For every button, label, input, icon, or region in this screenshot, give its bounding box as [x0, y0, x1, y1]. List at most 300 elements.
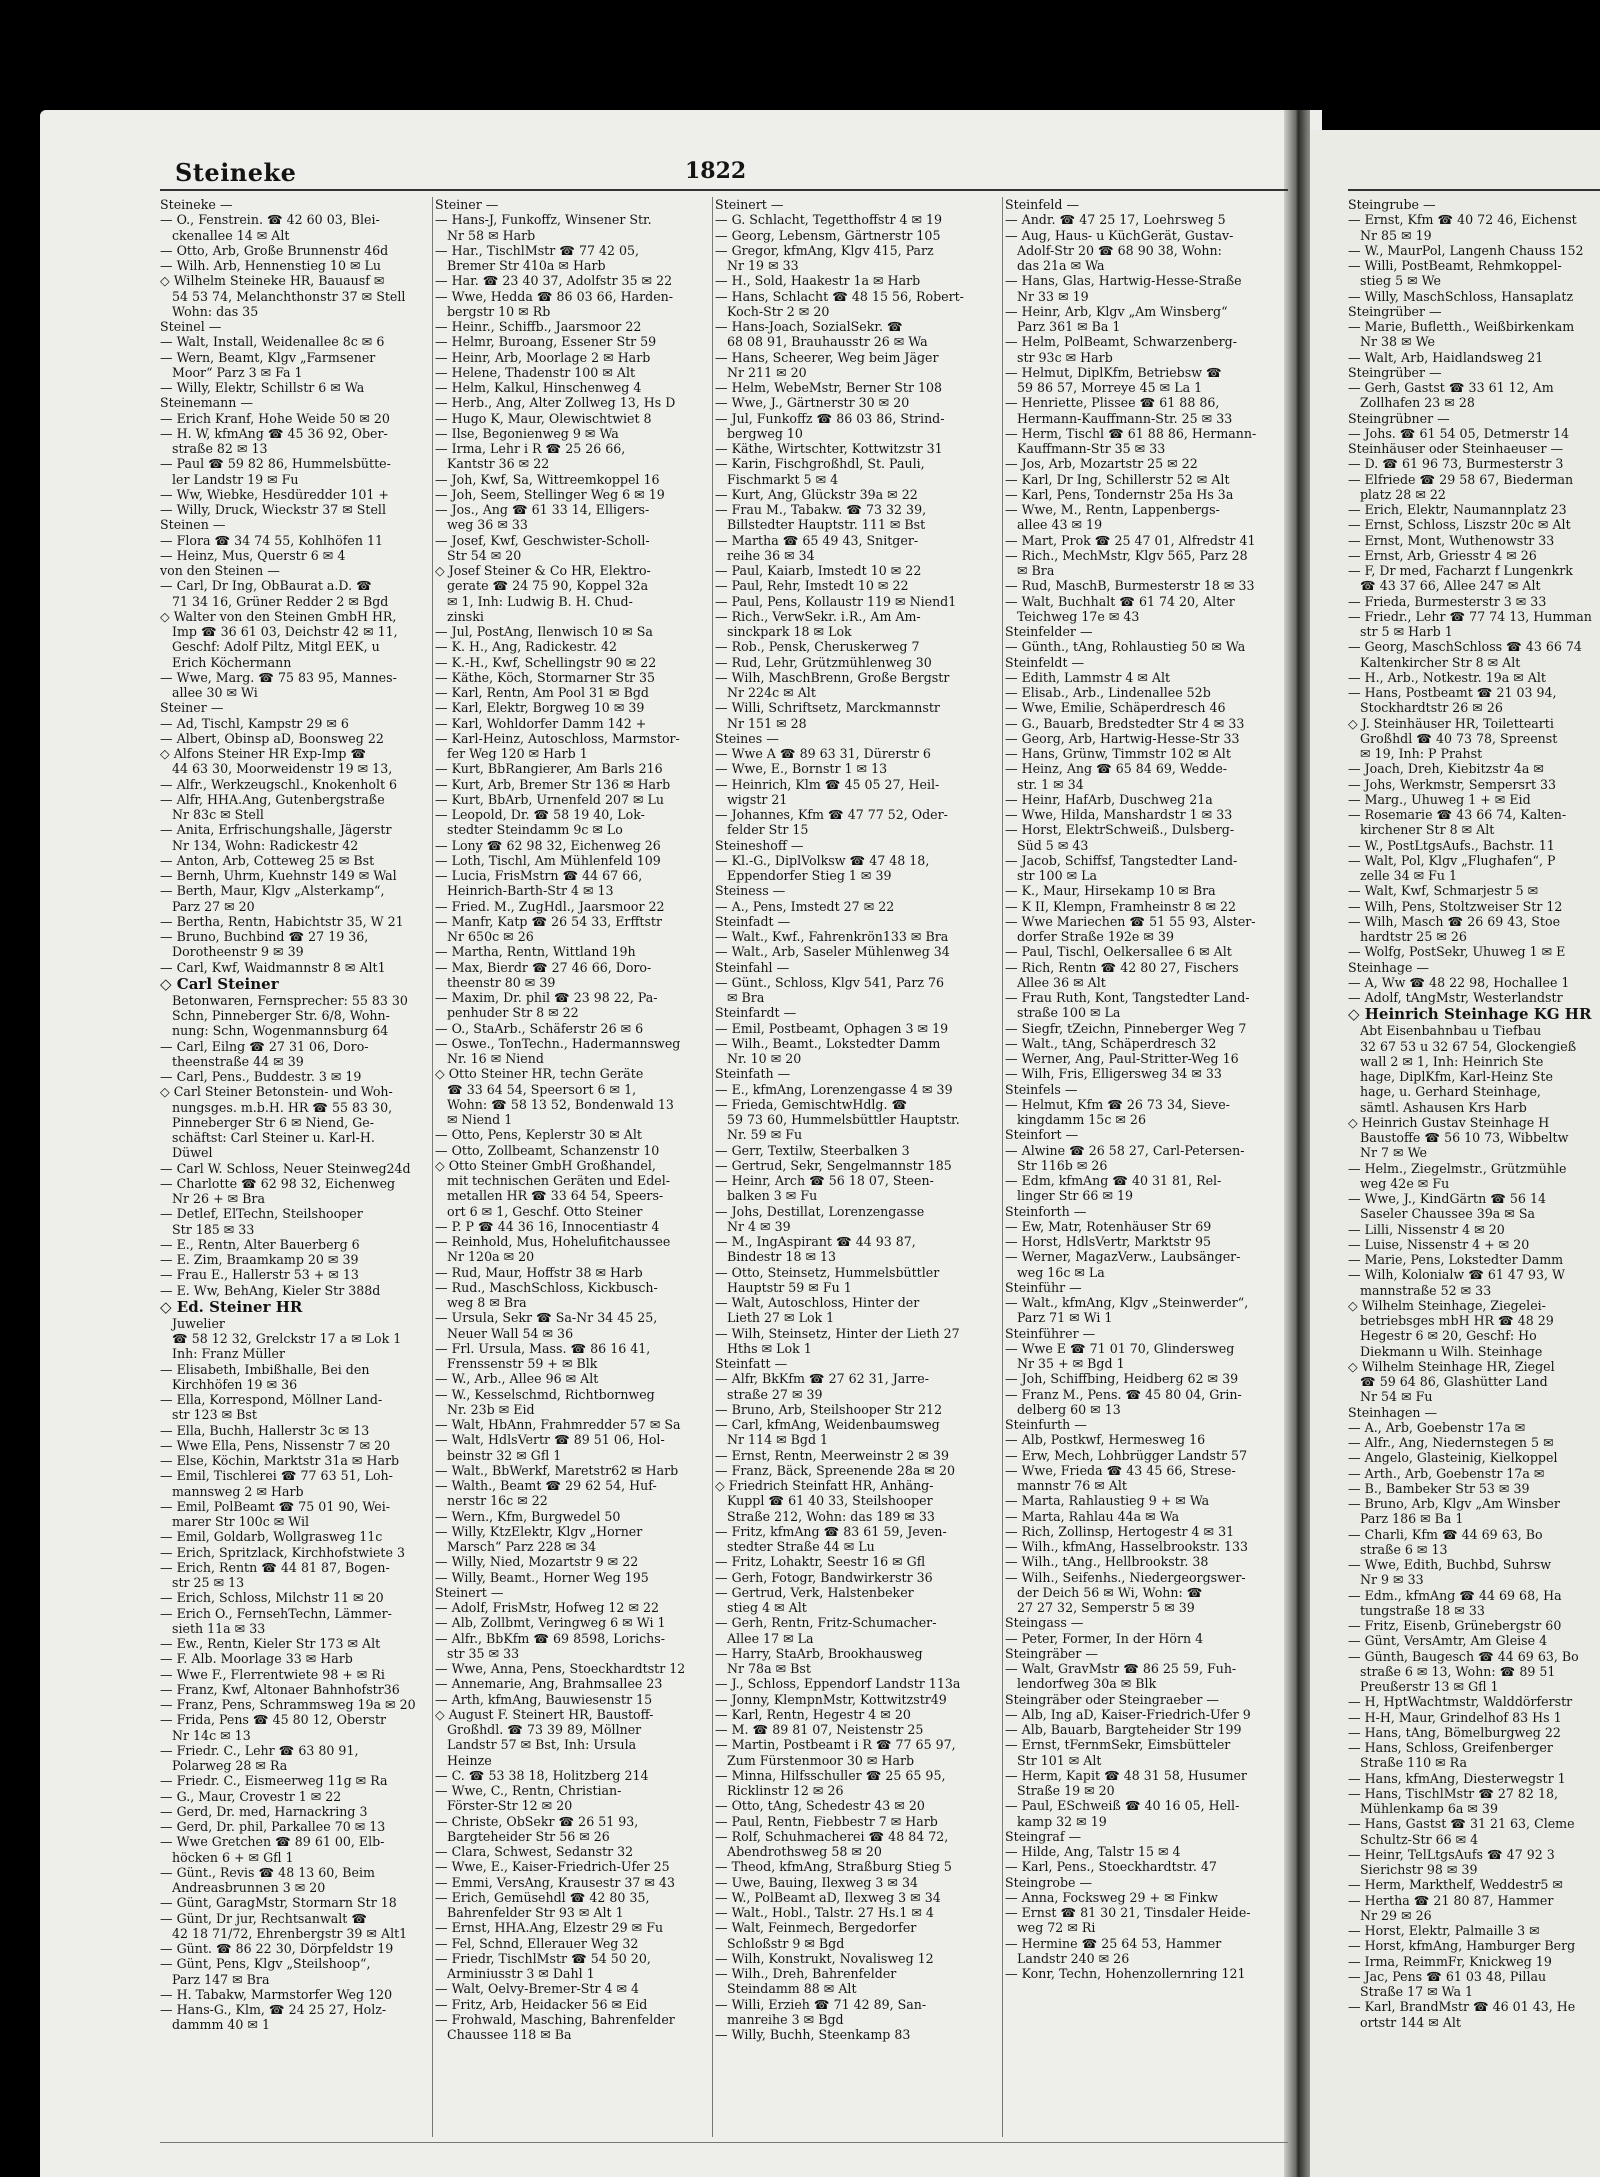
directory-entry-line: — Willi, PostBeamt, Rehmkoppel- [1348, 258, 1562, 273]
directory-entry-line: Zollhafen 23 ✉ 28 [1360, 395, 1475, 411]
directory-entry-line: theenstraße 44 ✉ 39 [172, 1053, 304, 1069]
directory-entry-line: Bahrenfelder Str 93 ✉ Alt 1 [447, 1905, 624, 1920]
directory-entry-line: — E., Rentn, Alter Bauerberg 6 [160, 1236, 360, 1252]
directory-entry-line: Straße 212, Wohn: das 189 ✉ 33 [727, 1508, 935, 1524]
directory-entry-line: str 5 ✉ Harb 1 [1360, 624, 1453, 639]
directory-entry-line: — Christe, ObSekr ☎ 26 51 93, [435, 1813, 639, 1829]
directory-entry-line: — Wilh, Kolonialw ☎ 61 47 93, W [1348, 1267, 1565, 1283]
directory-entry-line: — H-H, Maur, Grindelhof 83 Hs 1 [1348, 1709, 1562, 1725]
directory-entry-line: — Carl, Dr Ing, ObBaurat a.D. ☎ [160, 578, 372, 594]
directory-entry-line: — Wilh, MaschBrenn, Große Bergstr [715, 669, 950, 685]
directory-entry-line: — Kl.-G., DiplVolksw ☎ 47 48 18, [715, 852, 930, 868]
surname-heading: Steingrübner — [1348, 410, 1450, 426]
directory-entry-line: — Wilh, Steinsetz, Hinter der Lieth 27 [715, 1325, 960, 1341]
directory-entry-line: Kauffmann-Str 35 ✉ 33 [1017, 441, 1166, 456]
directory-entry-line: — Alfr, BkKfm ☎ 27 62 31, Jarre- [715, 1371, 930, 1387]
right-header-rule [1348, 189, 1600, 191]
directory-entry-line: Geschf: Adolf Piltz, Mitgl EEK, u [172, 639, 380, 655]
directory-entry-line: — Kurt, BbRangierer, Am Barls 216 [435, 761, 663, 777]
directory-entry-line: — Willy, MaschSchloss, Hansaplatz [1348, 288, 1574, 304]
directory-entry-line: — Karin, Fischgroßhdl, St. Pauli, [715, 456, 925, 472]
surname-heading: Steingrüber — [1348, 364, 1442, 380]
directory-entry-line: — Wilh., kfmAng, Hasselbrookstr. 133 [1005, 1539, 1248, 1554]
directory-entry-line: — Erw, Mech, Lohbrügger Landstr 57 [1005, 1447, 1248, 1463]
directory-entry-line: — Johs, Destillat, Lorenzengasse [715, 1203, 925, 1219]
directory-entry-line: — Willy, Buchh, Steenkamp 83 [715, 2027, 911, 2042]
directory-entry-line: — Helmr, Buroang, Essener Str 59 [435, 334, 657, 350]
directory-entry-line: — Ernst, Schloss, Liszstr 20c ✉ Alt [1348, 517, 1571, 533]
directory-entry-line: Steindamm 88 ✉ Alt [727, 1981, 857, 1997]
surname-heading: Steinert — [435, 1584, 504, 1600]
directory-entry-line: kamp 32 ✉ 19 [1017, 1813, 1107, 1829]
directory-entry-line: — Wwe, E., Kaiser-Friedrich-Ufer 25 [435, 1859, 670, 1875]
directory-entry-line: — Alfr, HHA.Ang, Gutenbergstraße [160, 791, 385, 807]
directory-entry-line: — Walt., Hobl., Talstr. 27 Hs.1 ✉ 4 [715, 1905, 934, 1920]
surname-heading: Steinforth — [1005, 1203, 1087, 1219]
directory-entry-line: ort 6 ✉ 1, Geschf. Otto Steiner [447, 1203, 643, 1219]
directory-entry-line: — Walt., kfmAng, Klgv „Steinwerder“, [1005, 1295, 1249, 1310]
directory-entry-line: — Wwe F., Flerrentwiete 98 + ✉ Ri [160, 1666, 385, 1682]
directory-entry-line: Imp ☎ 36 61 03, Deichstr 42 ✉ 11, [172, 624, 398, 639]
directory-entry-line: — Frau E., Hallerstr 53 + ✉ 13 [160, 1267, 359, 1283]
directory-entry-line: — Wwe, Marg. ☎ 75 83 95, Mannes- [160, 669, 397, 685]
surname-heading: von den Steinen — [160, 563, 280, 578]
directory-entry-line: — Martha, Rentn, Wittland 19h [435, 944, 636, 960]
directory-entry-line: — Werner, MagazVerw., Laubsänger- [1005, 1249, 1241, 1265]
directory-entry-line: — Willy, Elektr, Schillstr 6 ✉ Wa [160, 380, 365, 395]
directory-entry-line: 27 27 32, Semperstr 5 ✉ 39 [1017, 1600, 1195, 1615]
directory-entry-line: Hauptstr 59 ✉ Fu 1 [727, 1279, 852, 1295]
directory-entry-line: — Günt, GaragMstr, Stormarn Str 18 [160, 1895, 397, 1911]
directory-entry-line: dammm 40 ✉ 1 [172, 2017, 270, 2033]
directory-entry-line: Schultz-Str 66 ✉ 4 [1360, 1831, 1479, 1847]
directory-entry-line: — Ad, Tischl, Kampstr 29 ✉ 6 [160, 715, 349, 731]
directory-entry-line: — Ernst ☎ 81 30 21, Tinsdaler Heide- [1005, 1905, 1251, 1920]
directory-entry-line: — Reinhold, Mus, Hohelufitchaussee [435, 1234, 671, 1249]
directory-column-3 [715, 197, 1000, 2137]
directory-entry-line: nerstr 16c ✉ 22 [447, 1493, 548, 1509]
directory-entry-line: — D. ☎ 61 96 73, Burmesterstr 3 [1348, 456, 1564, 472]
directory-entry-line: ◇ Wilhelm Steinhage, Ziegelei- [1348, 1297, 1546, 1313]
directory-entry-line: Landstr 240 ✉ 26 [1017, 1950, 1130, 1966]
directory-entry-line: — Otto, Arb, Große Brunnenstr 46d [160, 242, 389, 258]
directory-entry-line: — Frl. Ursula, Mass. ☎ 86 16 41, [435, 1340, 651, 1356]
directory-entry-line: Nr 211 ✉ 20 [727, 364, 807, 380]
directory-entry-line: Adolf-Str 20 ☎ 68 90 38, Wohn: [1017, 242, 1222, 258]
directory-entry-line: ortstr 144 ✉ Alt [1360, 2014, 1461, 2030]
directory-entry-line: — Walt., Arb, Saseler Mühlenweg 34 [715, 944, 950, 960]
directory-entry-line: — Rosemarie ☎ 43 66 74, Kalten- [1348, 807, 1567, 822]
directory-entry-line: — Helmut, DiplKfm, Betriebsw ☎ [1005, 364, 1222, 380]
directory-entry-line: — Else, Köchin, Marktstr 31a ✉ Harb [160, 1453, 400, 1468]
directory-entry-line: stieg 4 ✉ Alt [727, 1600, 807, 1615]
directory-entry-line: Neuer Wall 54 ✉ 36 [447, 1325, 574, 1341]
directory-entry-line: — Hans-Joach, SozialSekr. ☎ [715, 319, 903, 334]
directory-entry-line: — Ernst, Arb, Griesstr 4 ✉ 26 [1348, 547, 1537, 563]
directory-entry-line: — Fritz, Eisenb, Grünebergstr 60 [1348, 1618, 1562, 1633]
directory-entry-line: — Emmi, VersAng, Krausestr 37 ✉ 43 [435, 1874, 675, 1890]
directory-entry-line: — Lucia, FrisMstrn ☎ 44 67 66, [435, 868, 643, 883]
directory-entry-line: — Karl, Elektr, Borgweg 10 ✉ 39 [435, 700, 645, 716]
directory-entry-line: — Walt, Arb, Haidlandsweg 21 [1348, 349, 1544, 365]
directory-entry-line: sinckpark 18 ✉ Lok [727, 624, 852, 639]
directory-entry-line: — Heinr, Arb, Klgv „Am Winsberg“ [1005, 303, 1228, 319]
directory-entry-line: str 93c ✉ Harb [1017, 349, 1113, 365]
directory-entry-line: Nr. 23b ✉ Eid [447, 1401, 535, 1417]
directory-entry-line: — Walt, Buchhalt ☎ 61 74 20, Alter [1005, 593, 1235, 609]
directory-entry-line: — Wwe E ☎ 71 01 70, Glindersweg [1005, 1340, 1235, 1356]
surname-heading: Steinert — [715, 197, 784, 212]
surname-heading: Steinfath — [715, 1066, 791, 1082]
directory-entry-line: Nr 85 ✉ 19 [1360, 227, 1432, 243]
directory-entry-line: — Paul, Rehr, Imstedt 10 ✉ 22 [715, 578, 909, 594]
surname-heading: Steinfels — [1005, 1081, 1078, 1097]
directory-entry-line: — Edm., kfmAng ☎ 44 69 68, Ha [1348, 1587, 1562, 1603]
directory-entry-line: ◇ Heinrich Steinhage KG HR [1348, 1005, 1592, 1024]
directory-entry-line: Frenssenstr 59 + ✉ Blk [447, 1356, 598, 1371]
directory-entry-line: — Wolfg, PostSekr, Uhuweg 1 ✉ E [1348, 944, 1566, 960]
directory-entry-line: ◇ Otto Steiner HR, techn Geräte [435, 1066, 644, 1082]
directory-entry-line: — Flora ☎ 34 74 55, Kohlhöfen 11 [160, 532, 383, 548]
directory-entry-line: — Siegfr, tZeichn, Pinneberger Weg 7 [1005, 1020, 1247, 1036]
surname-heading: Steinfurth — [1005, 1417, 1087, 1432]
directory-entry-line: — Kurt, Ang, Glückstr 39a ✉ 22 [715, 486, 918, 502]
directory-entry-line: ckenallee 14 ✉ Alt [172, 227, 290, 243]
directory-entry-line: — Frida, Pens ☎ 45 80 12, Oberstr [160, 1712, 387, 1728]
directory-entry-line: — Jonny, KlempnMstr, Kottwitzstr49 [715, 1691, 947, 1707]
directory-entry-line: — M. ☎ 89 81 07, Neistenstr 25 [715, 1722, 924, 1737]
directory-entry-line: — Wwe, C., Rentn, Christian- [435, 1783, 622, 1798]
directory-entry-line: — Friedr. C., Lehr ☎ 63 80 91, [160, 1742, 359, 1758]
directory-entry-line: ✉ Bra [727, 990, 765, 1005]
directory-entry-line: — Carl, Pens., Buddestr. 3 ✉ 19 [160, 1069, 362, 1084]
directory-entry-line: 59 73 60, Hummelsbüttler Hauptstr. [727, 1112, 960, 1127]
directory-entry-line: — Emil, Postbeamt, Ophagen 3 ✉ 19 [715, 1020, 949, 1036]
directory-entry-line: ◇ J. Steinhäuser HR, Toilettearti [1348, 715, 1554, 731]
directory-entry-line: — Erich, Schloss, Milchstr 11 ✉ 20 [160, 1590, 384, 1606]
directory-entry-line: — E., kfmAng, Lorenzengasse 4 ✉ 39 [715, 1081, 953, 1097]
directory-entry-line: — Anita, Erfrischungshalle, Jägerstr [160, 822, 392, 838]
directory-entry-line: — Joh, Seem, Stellinger Weg 6 ✉ 19 [435, 486, 665, 502]
directory-entry-line: — Annemarie, Ang, Brahmsallee 23 [435, 1676, 663, 1692]
directory-entry-line: — Gerh, Fotogr, Bandwirkerstr 36 [715, 1569, 933, 1585]
directory-entry-line: bergweg 10 [727, 425, 803, 441]
directory-entry-line: — Wwe Gretchen ☎ 89 61 00, Elb- [160, 1834, 385, 1850]
directory-entry-line: — Alfr., Werkzeugschl., Knokenholt 6 [160, 776, 398, 792]
directory-entry-line: — Paul, ESchweiß ☎ 40 16 05, Hell- [1005, 1798, 1240, 1814]
directory-entry-line: Bargteheider Str 56 ✉ 26 [447, 1828, 610, 1844]
directory-entry-line: — Günt, VersAmtr, Am Gleise 4 [1348, 1633, 1548, 1649]
directory-entry-line: — Gerr, Textilw, Steerbalken 3 [715, 1142, 910, 1158]
directory-entry-line: — H. W, kfmAng ☎ 45 36 92, Ober- [160, 425, 388, 441]
surname-heading: Steingrobe — [1005, 1874, 1093, 1890]
directory-entry-line: Nr 4 ✉ 39 [727, 1218, 791, 1234]
directory-entry-line: Juwelier [172, 1315, 225, 1331]
directory-entry-line: ◇ Josef Steiner & Co HR, Elektro- [435, 563, 651, 578]
directory-entry-line: Kuppl ☎ 61 40 33, Steilshooper [727, 1493, 933, 1509]
directory-entry-line: Nr 33 ✉ 19 [1017, 288, 1089, 304]
directory-entry-line: — Gregor, kfmAng, Klgv 415, Parz [715, 242, 934, 258]
directory-entry-line: 42 18 71/72, Ehrenbergstr 39 ✉ Alt1 [172, 1925, 408, 1941]
directory-entry-line: — Walt, Pol, Klgv „Flughafen“, P [1348, 852, 1556, 868]
directory-entry-line: Nr 151 ✉ 28 [727, 715, 807, 731]
directory-entry-line: — Marie, Pens, Lokstedter Damm [1348, 1252, 1564, 1267]
surname-heading: Steinfeldt — [1005, 654, 1085, 670]
directory-entry-line: ✉ 1, Inh: Ludwig B. H. Chud- [447, 593, 633, 609]
directory-entry-line: Abt Eisenbahnbau u Tiefbau [1360, 1023, 1542, 1039]
directory-entry-line: — Wwe, Frieda ☎ 43 45 66, Strese- [1005, 1462, 1236, 1478]
directory-column-5 [1348, 197, 1600, 2137]
directory-entry-line: Nr 29 ✉ 26 [1360, 1907, 1432, 1923]
directory-entry-line: — K., Maur, Hirsekamp 10 ✉ Bra [1005, 883, 1216, 899]
directory-entry-line: — Emil, Goldarb, Wollgrasweg 11c [160, 1529, 383, 1545]
directory-entry-line: schäftst: Carl Steiner u. Karl-H. [172, 1130, 375, 1145]
directory-entry-line: — E. Ww, BehAng, Kieler Str 388d [160, 1282, 381, 1298]
directory-entry-line: zinski [447, 608, 484, 624]
directory-entry-line: — Günt, Dr jur, Rechtsanwalt ☎ [160, 1910, 368, 1926]
directory-entry-line: — Alwine ☎ 26 58 27, Carl-Petersen- [1005, 1142, 1245, 1158]
directory-entry-line: — Helm, WebeMstr, Berner Str 108 [715, 380, 943, 395]
directory-entry-line: — Marta, Rahlaustieg 9 + ✉ Wa [1005, 1493, 1210, 1509]
directory-entry-line: sämtl. Ashausen Krs Harb [1360, 1099, 1527, 1115]
directory-entry-line: — Rolf, Schuhmacherei ☎ 48 84 72, [715, 1828, 949, 1844]
directory-entry-line: — M., IngAspirant ☎ 44 93 87, [715, 1234, 916, 1249]
directory-entry-line: — Erich, Rentn ☎ 44 81 87, Bogen- [160, 1559, 390, 1575]
directory-entry-line: — Gerd, Dr. phil, Parkallee 70 ✉ 13 [160, 1819, 386, 1834]
directory-entry-line: — Ernst, Mont, Wuthenowstr 33 [1348, 532, 1555, 548]
directory-entry-line: — Berth, Maur, Klgv „Alsterkamp“, [160, 883, 385, 899]
directory-entry-line: Saseler Chaussee 39a ✉ Sa [1360, 1206, 1535, 1222]
directory-entry-line: Kantstr 36 ✉ 22 [447, 456, 550, 472]
directory-entry-line: platz 28 ✉ 22 [1360, 486, 1446, 502]
directory-entry-line: — Bruno, Buchbind ☎ 27 19 36, [160, 929, 369, 944]
surname-heading: Steingrüber — [1348, 303, 1442, 319]
directory-entry-line: — Walt., Kwf., Fahrenkrön133 ✉ Bra [715, 929, 949, 944]
surname-heading: Steineshoff — [715, 837, 804, 853]
directory-entry-line: ◇ Heinrich Gustav Steinhage H [1348, 1114, 1550, 1130]
directory-entry-line: — W., Kesselschmd, Richtbornweg [435, 1386, 655, 1402]
directory-entry-line: — Werner, Ang, Paul-Stritter-Weg 16 [1005, 1051, 1239, 1066]
directory-entry-line: — Wwe A ☎ 89 63 31, Dürerstr 6 [715, 746, 931, 761]
surname-heading: Steinfelder — [1005, 624, 1093, 639]
page-number: 1822 [685, 158, 747, 184]
directory-entry-line: — O., StaArb., Schäferstr 26 ✉ 6 [435, 1020, 644, 1036]
directory-entry-line: reihe 36 ✉ 34 [727, 547, 815, 563]
directory-entry-line: — Hilde, Ang, Talstr 15 ✉ 4 [1005, 1844, 1181, 1859]
directory-entry-line: — Horst, HdlsVertr, Marktstr 95 [1005, 1234, 1212, 1249]
directory-entry-line: ◇ Carl Steiner [160, 974, 279, 993]
directory-entry-line: — Marie, Bufletth., Weißbirkenkam [1348, 319, 1575, 334]
directory-entry-line: — Uwe, Bauing, Ilexweg 3 ✉ 34 [715, 1874, 918, 1890]
directory-entry-line: bergstr 10 ✉ Rb [447, 303, 551, 319]
directory-entry-line: Pinneberger Str 6 ✉ Niend, Ge- [172, 1114, 374, 1130]
directory-entry-line: — W., MaurPol, Langenh Chauss 152 [1348, 242, 1584, 258]
directory-entry-line: — Joh, Kwf, Sa, Wittreemkoppel 16 [435, 471, 660, 487]
footer-rule [160, 2142, 1288, 2143]
directory-entry-line: — Alb, Postkwf, Hermesweg 16 [1005, 1432, 1206, 1448]
directory-entry-line: — Alfr., BbKfm ☎ 69 8598, Lorichs- [435, 1630, 666, 1646]
directory-entry-line: — Rud, MaschB, Burmesterstr 18 ✉ 33 [1005, 578, 1255, 594]
directory-entry-line: — Minna, Hilfsschuller ☎ 25 65 95, [715, 1767, 946, 1783]
directory-entry-line: — Wwe, J., KindGärtn ☎ 56 14 [1348, 1191, 1546, 1206]
directory-entry-line: — P. P ☎ 44 36 16, Innocentiastr 4 [435, 1218, 660, 1234]
directory-entry-line: — Karl, Rentn, Hegestr 4 ✉ 20 [715, 1706, 911, 1722]
directory-entry-line: straße 27 ✉ 39 [727, 1386, 823, 1402]
directory-entry-line: — Manfr, Katp ☎ 26 54 33, Erfftstr [435, 913, 663, 929]
directory-entry-line: — Karl, Pens., Stoeckhardtstr. 47 [1005, 1859, 1217, 1875]
directory-entry-line: — Walt., BbWerkf, Maretstr62 ✉ Harb [435, 1462, 679, 1478]
directory-entry-line: — Herm, Tischl ☎ 61 88 86, Hermann- [1005, 425, 1257, 441]
directory-entry-line: — Jac, Pens ☎ 61 03 48, Pillau [1348, 1968, 1547, 1984]
directory-entry-line: — Horst, Elektr, Palmaille 3 ✉ [1348, 1923, 1540, 1938]
directory-entry-line: dorfer Straße 192e ✉ 39 [1017, 929, 1174, 944]
directory-entry-line: ler Landstr 19 ✉ Fu [172, 471, 299, 487]
directory-entry-line: Bremer Str 410a ✉ Harb [447, 258, 606, 273]
directory-entry-line: — Albert, Obinsp aD, Boonsweg 22 [160, 730, 384, 746]
directory-entry-line: — Frieda, Burmesterstr 3 ✉ 33 [1348, 593, 1547, 609]
directory-entry-line: — Carl, kfmAng, Weidenbaumsweg [715, 1417, 940, 1432]
directory-entry-line: fer Weg 120 ✉ Harb 1 [447, 746, 588, 761]
directory-entry-line: Nr 54 ✉ Fu [1360, 1389, 1433, 1405]
surname-heading: Steinfort — [1005, 1127, 1079, 1143]
directory-entry-line: Teichweg 17e ✉ 43 [1017, 608, 1140, 624]
directory-entry-line: — Rich., VerwSekr. i.R., Am Am- [715, 608, 921, 624]
directory-entry-line: — Günt., Schloss, Klgv 541, Parz 76 [715, 974, 945, 990]
directory-entry-line: str. 1 ✉ 34 [1017, 776, 1084, 792]
directory-entry-line: hardtstr 25 ✉ 26 [1360, 929, 1467, 944]
directory-entry-line: — Ursula, Sekr ☎ Sa-Nr 34 45 25, [435, 1310, 658, 1326]
surname-heading: Steinführ — [1005, 1279, 1082, 1295]
directory-entry-line: — Wwe Ella, Pens, Nissenstr 7 ✉ 20 [160, 1437, 391, 1453]
directory-entry-line: — Walt, Kwf, Schmarjestr 5 ✉ [1348, 883, 1539, 899]
directory-entry-line: — Paul, Kaiarb, Imstedt 10 ✉ 22 [715, 563, 922, 578]
directory-entry-line: — Hans, TischlMstr ☎ 27 82 18, [1348, 1785, 1558, 1801]
directory-entry-line: — Irma, Lehr i R ☎ 25 26 66, [435, 441, 626, 456]
directory-entry-line: balken 3 ✉ Fu [727, 1188, 818, 1204]
directory-entry-line: — Friedr, TischlMstr ☎ 54 50 20, [435, 1950, 651, 1966]
directory-entry-line: Parz 27 ✉ 20 [172, 898, 255, 914]
directory-entry-line: linger Str 66 ✉ 19 [1017, 1188, 1134, 1204]
directory-entry-line: — Oswe., TonTechn., Hadermannsweg [435, 1035, 681, 1051]
directory-entry-line: — Willy, Druck, Wieckstr 37 ✉ Stell [160, 502, 386, 517]
directory-entry-line: — Otto, Zollbeamt, Schanzenstr 10 [435, 1142, 660, 1158]
directory-entry-line: — Wwe, Anna, Pens, Stoeckhardtstr 12 [435, 1661, 686, 1676]
directory-entry-line: — Walth., Beamt ☎ 29 62 54, Huf- [435, 1478, 657, 1493]
directory-entry-line: Nr 114 ✉ Bgd 1 [727, 1432, 829, 1448]
directory-entry-line: — Walt, Feinmech, Bergedorfer [715, 1920, 917, 1936]
directory-entry-line: — Karl-Heinz, Autoschloss, Marmstor- [435, 730, 680, 746]
directory-entry-line: — Martin, Postbeamt i R ☎ 77 65 97, [715, 1737, 956, 1753]
directory-entry-line: — Ew., Rentn, Kieler Str 173 ✉ Alt [160, 1636, 381, 1651]
directory-entry-line: — Lilli, Nissenstr 4 ✉ 20 [1348, 1221, 1505, 1237]
directory-entry-line: — Ernst, Kfm ☎ 40 72 46, Eichenst [1348, 212, 1577, 228]
directory-entry-line: — Heinz, Ang ☎ 65 84 69, Wedde- [1005, 761, 1228, 777]
directory-entry-line: — Fritz, Lohaktr, Seestr 16 ✉ Gfl [715, 1554, 926, 1570]
directory-entry-line: — Wwe Mariechen ☎ 51 55 93, Alster- [1005, 913, 1256, 929]
directory-entry-line: — G. Schlacht, Tegetthoffstr 4 ✉ 19 [715, 212, 943, 228]
directory-entry-line: — Friedr., Lehr ☎ 77 74 13, Humman [1348, 608, 1592, 624]
directory-entry-line: ✉ Niend 1 [447, 1112, 513, 1127]
directory-entry-line: — Heinr, TelLtgsAufs ☎ 47 92 3 [1348, 1846, 1555, 1862]
directory-entry-line: — Elfriede ☎ 29 58 67, Biederman [1348, 471, 1574, 487]
directory-entry-line: Inh: Franz Müller [172, 1346, 285, 1362]
directory-entry-line: — Käthe, Köch, Stormarner Str 35 [435, 669, 656, 685]
directory-entry-line: — Andr. ☎ 47 25 17, Loehrsweg 5 [1005, 212, 1226, 228]
directory-entry-line: — Martha ☎ 65 49 43, Snitger- [715, 532, 919, 548]
directory-entry-line: Zum Fürstenmoor 30 ✉ Harb [727, 1752, 915, 1768]
directory-entry-line: — Leopold, Dr. ☎ 58 19 40, Lok- [435, 807, 645, 822]
directory-entry-line: — Wilh. Arb, Hennenstieg 10 ✉ Lu [160, 258, 382, 273]
directory-entry-line: Parz 186 ✉ Ba 1 [1360, 1511, 1464, 1527]
directory-entry-line: — Joh, Schiffbing, Heidberg 62 ✉ 39 [1005, 1371, 1239, 1387]
directory-entry-line: mannstr 76 ✉ Alt [1017, 1478, 1127, 1493]
directory-entry-line: — Georg, MaschSchloss ☎ 43 66 74 [1348, 639, 1582, 655]
directory-entry-line: — Arth., Arb, Goebenstr 17a ✉ [1348, 1465, 1545, 1481]
surname-heading: Steinhäuser oder Steinhaeuser — [1348, 441, 1564, 456]
directory-entry-line: Str 185 ✉ 33 [172, 1221, 255, 1237]
directory-entry-line: — Horst, kfmAng, Hamburger Berg [1348, 1938, 1576, 1954]
directory-entry-line: — Max, Bierdr ☎ 27 46 66, Doro- [435, 959, 652, 975]
directory-entry-line: Preußerstr 13 ✉ Gfl 1 [1360, 1679, 1499, 1694]
directory-entry-line: str 35 ✉ 33 [447, 1645, 520, 1661]
surname-heading: Steinhagen — [1348, 1404, 1438, 1420]
directory-entry-line: Landstr 57 ✉ Bst, Inh: Ursula [447, 1737, 637, 1753]
directory-entry-line: — Franz M., Pens. ☎ 45 80 04, Grin- [1005, 1386, 1242, 1402]
surname-heading: Steinfahl — [715, 959, 790, 975]
directory-entry-line: — Rud, Lehr, Grützmühlenweg 30 [715, 654, 932, 670]
directory-entry-line: — Jul, PostAng, Ilenwisch 10 ✉ Sa [435, 624, 653, 639]
directory-entry-line: — Hans, kfmAng, Diesterwegstr 1 [1348, 1770, 1566, 1786]
directory-entry-line: — Erich, Gemüsehdl ☎ 42 80 35, [435, 1889, 650, 1905]
directory-entry-line: sieth 11a ✉ 33 [172, 1620, 266, 1636]
directory-entry-line: — Bruno, Arb, Klgv „Am Winsber [1348, 1496, 1560, 1511]
directory-entry-line: — Wern., Kfm, Burgwedel 50 [435, 1508, 621, 1524]
directory-entry-line: — Frohwald, Masching, Bahrenfelder [435, 2011, 675, 2027]
directory-entry-line: — Jul, Funkoffz ☎ 86 03 86, Strind- [715, 410, 945, 426]
directory-entry-line: Abendrothsweg 58 ✉ 20 [727, 1844, 882, 1859]
directory-entry-line: — Otto, Steinsetz, Hummelsbüttler [715, 1264, 940, 1280]
directory-entry-line: marer Str 100c ✉ Wil [172, 1514, 310, 1529]
directory-entry-line: — Erich, Spritzlack, Kirchhofstwiete 3 [160, 1544, 405, 1560]
directory-entry-line: — Johannes, Kfm ☎ 47 77 52, Oder- [715, 807, 948, 822]
surname-heading: Steinfatt — [715, 1356, 788, 1371]
directory-entry-line: stedter Straße 44 ✉ Lu [727, 1539, 875, 1554]
directory-entry-line: ◇ Otto Steiner GmbH Großhandel, [435, 1157, 656, 1173]
directory-entry-line: — Wwe, M., Rentn, Lappenbergs- [1005, 502, 1220, 517]
directory-entry-line: — Rich., MechMstr, Klgv 565, Parz 28 [1005, 547, 1248, 563]
directory-entry-line: — G., Bauarb, Bredstedter Str 4 ✉ 33 [1005, 715, 1245, 731]
directory-entry-line: — Friedr. C., Eismeerweg 11g ✉ Ra [160, 1773, 388, 1789]
directory-entry-line: — Heinz, Mus, Querstr 6 ✉ 4 [160, 547, 346, 563]
directory-entry-line: — Ella, Buchh, Hallerstr 3c ✉ 13 [160, 1422, 370, 1438]
directory-entry-line: str 123 ✉ Bst [172, 1407, 257, 1423]
directory-entry-line: Erich Köchermann [172, 654, 292, 670]
surname-heading: Steingräber oder Steingraeber — [1005, 1691, 1219, 1707]
directory-entry-line: — Karl, BrandMstr ☎ 46 01 43, He [1348, 1999, 1576, 2015]
surname-heading: Steines — [715, 730, 779, 746]
directory-entry-line: ☎ 43 37 66, Allee 247 ✉ Alt [1360, 578, 1541, 594]
directory-entry-line: Polarweg 28 ✉ Ra [172, 1758, 288, 1773]
directory-entry-line: Nr. 10 ✉ 20 [727, 1051, 802, 1066]
directory-entry-line: — Hans, tAng, Bömelburgweg 22 [1348, 1724, 1561, 1740]
directory-entry-line: — Walt, HbAnn, Frahmredder 57 ✉ Sa [435, 1417, 681, 1432]
directory-entry-line: Wohn: das 35 [172, 303, 259, 319]
directory-entry-line: — Ilse, Begonienweg 9 ✉ Wa [435, 425, 619, 441]
directory-entry-line: — Anton, Arb, Cotteweg 25 ✉ Bst [160, 852, 375, 868]
directory-entry-line: — Hans, Schloss, Greifenberger [1348, 1740, 1553, 1755]
surname-heading: Steiner — [160, 700, 224, 716]
directory-entry-line: — Günt., Revis ☎ 48 13 60, Beim [160, 1864, 375, 1880]
